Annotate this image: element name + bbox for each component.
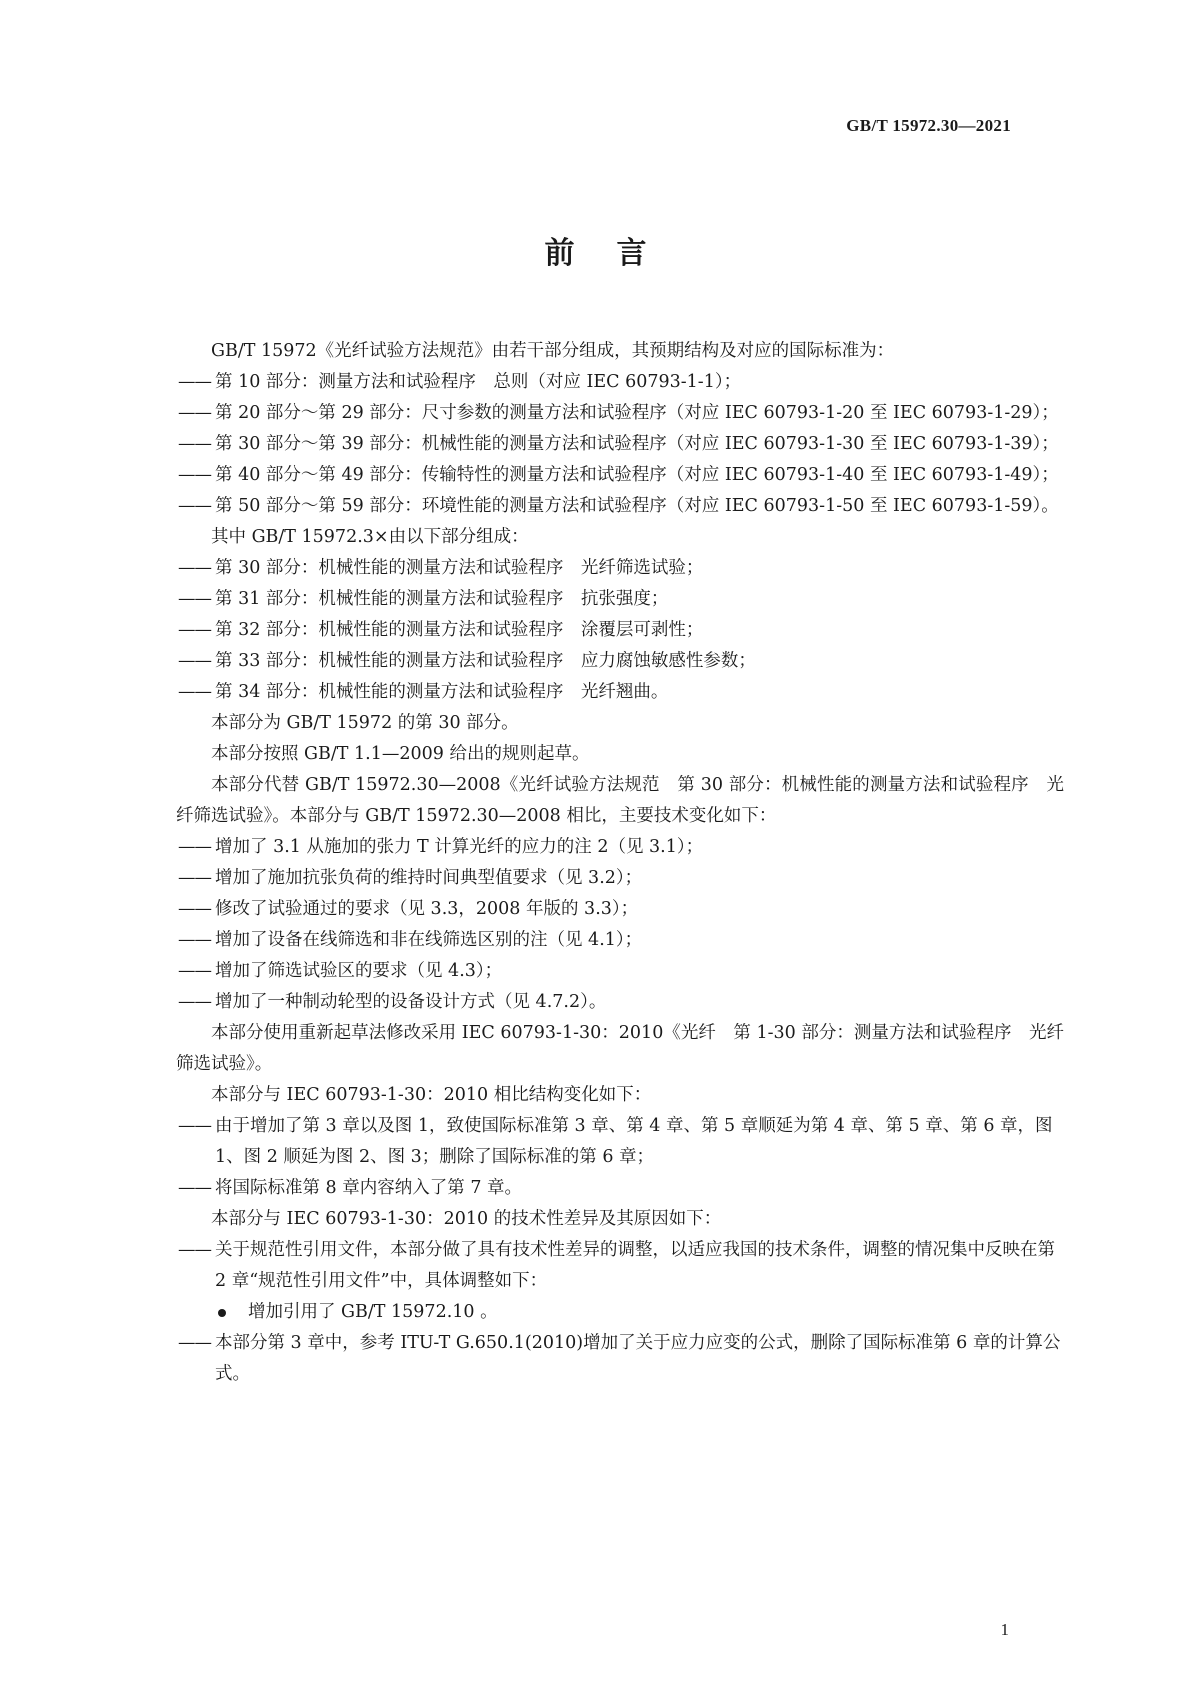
dash-marker: —— — [178, 372, 211, 392]
dash-list-item — [176, 553, 1064, 584]
dash-item-text: 第 31 部分：机械性能的测量方法和试验程序 抗张强度； — [215, 589, 669, 609]
dash-item-text: 第 50 部分～第 59 部分：环境性能的测量方法和试验程序（对应 IEC 60793-1-50 至 IEC 60793-1-59）。 — [215, 496, 1059, 516]
dash-list-item — [176, 677, 1064, 708]
dash-item-text: 第 32 部分：机械性能的测量方法和试验程序 涂覆层可剥性； — [215, 620, 704, 640]
dash-marker: —— — [178, 620, 211, 640]
dash-list-item — [176, 367, 1064, 398]
dash-item-text: 增加了施加抗张负荷的维持时间典型值要求（见 3.2）； — [215, 868, 643, 888]
paragraph: 本部分按照 GB/T 1.1—2009 给出的规则起草。 — [211, 744, 590, 764]
page-title: 前言 — [544, 236, 689, 271]
dash-marker: —— — [178, 961, 211, 981]
standard-code: GB/T 15972.30—2021 — [846, 116, 1011, 135]
dash-marker: —— — [178, 1240, 211, 1260]
dash-marker: —— — [178, 992, 211, 1012]
dash-item-text: 第 30 部分～第 39 部分：机械性能的测量方法和试验程序（对应 IEC 60793-1-30 至 IEC 60793-1-39）； — [215, 434, 1059, 454]
dash-item-text: 第 10 部分：测量方法和试验程序 总则（对应 IEC 60793-1-1）； — [215, 372, 742, 392]
bullet-item-text: 增加引用了 GB/T 15972.10 。 — [248, 1302, 498, 1322]
paragraph: GB/T 15972《光纤试验方法规范》由若干部分组成，其预期结构及对应的国际标准为： — [211, 341, 895, 361]
dash-item-text: 第 34 部分：机械性能的测量方法和试验程序 光纤翘曲。 — [215, 682, 669, 702]
dash-list-item — [176, 584, 1064, 615]
bullet-dot-icon — [218, 1309, 226, 1317]
dash-item-text: 第 30 部分：机械性能的测量方法和试验程序 光纤筛选试验； — [215, 558, 704, 578]
dash-marker: —— — [178, 837, 211, 857]
dash-item-text: 将国际标准第 8 章内容纳入了第 7 章。 — [215, 1178, 523, 1198]
dash-list-item — [176, 956, 1064, 987]
dash-list-item — [176, 894, 1064, 925]
dash-list-item — [176, 398, 1064, 429]
dash-item-text: 增加了一种制动轮型的设备设计方式（见 4.7.2）。 — [215, 992, 607, 1012]
paragraph: 本部分与 IEC 60793-1-30：2010 相比结构变化如下： — [211, 1085, 652, 1105]
dash-list-item — [176, 460, 1064, 491]
dash-marker: —— — [178, 1333, 211, 1353]
dash-list-item — [176, 429, 1064, 460]
dash-marker: —— — [178, 682, 211, 702]
dash-item-text: 修改了试验通过的要求（见 3.3，2008 年版的 3.3）； — [215, 899, 639, 919]
dash-item-text: 增加了设备在线筛选和非在线筛选区别的注（见 4.1）； — [215, 930, 643, 950]
dash-marker: —— — [178, 403, 211, 423]
dash-item-text: 第 33 部分：机械性能的测量方法和试验程序 应力腐蚀敏感性参数； — [215, 651, 756, 671]
dash-marker: —— — [178, 1178, 211, 1198]
dash-marker: —— — [178, 1116, 211, 1136]
dash-item-text: 关于规范性引用文件，本部分做了具有技术性差异的调整，以适应我国的技术条件，调整的情况集中反映在第 2 章“规范性引用文件”中，具体调整如下： — [215, 1240, 1055, 1291]
dash-list-item — [176, 832, 1064, 863]
dash-marker: —— — [178, 496, 211, 516]
dash-marker: —— — [178, 558, 211, 578]
dash-item-text: 增加了 3.1 从施加的张力 T 计算光纤的应力的注 2（见 3.1）； — [215, 837, 704, 857]
paragraph: 本部分代替 GB/T 15972.30—2008《光纤试验方法规范 第 30 部分：机械性能的测量方法和试验程序 光纤筛选试验》。本部分与 GB/T 15972.30—2008 相比，主要技术变化如下： — [176, 775, 1064, 826]
foreword-body — [176, 336, 1064, 1390]
dash-list-item — [176, 1173, 1064, 1204]
dash-list-item — [176, 925, 1064, 956]
paragraph: 其中 GB/T 15972.3×由以下部分组成： — [211, 527, 529, 547]
paragraph: 本部分使用重新起草法修改采用 IEC 60793-1-30：2010《光纤 第 1-30 部分：测量方法和试验程序 光纤筛选试验》。 — [176, 1023, 1064, 1074]
dash-list-item — [176, 646, 1064, 677]
dash-item-text: 第 20 部分～第 29 部分：尺寸参数的测量方法和试验程序（对应 IEC 60793-1-20 至 IEC 60793-1-29）； — [215, 403, 1059, 423]
dash-marker: —— — [178, 589, 211, 609]
dash-item-text: 增加了筛选试验区的要求（见 4.3）； — [215, 961, 503, 981]
dash-item-text: 本部分第 3 章中，参考 ITU-T G.650.1(2010)增加了关于应力应变的公式，删除了国际标准第 6 章的计算公式。 — [215, 1333, 1061, 1384]
dash-list-item — [176, 863, 1064, 894]
dash-item-text: 第 40 部分～第 49 部分：传输特性的测量方法和试验程序（对应 IEC 60793-1-40 至 IEC 60793-1-49）； — [215, 465, 1059, 485]
dash-item-text: 由于增加了第 3 章以及图 1，致使国际标准第 3 章、第 4 章、第 5 章顺延为第 4 章、第 5 章、第 6 章，图 1、图 2 顺延为图 2、图 3；删除了国际标准的第 6 章； — [215, 1116, 1053, 1167]
dash-marker: —— — [178, 434, 211, 454]
dash-list-item — [176, 987, 1064, 1018]
paragraph: 本部分为 GB/T 15972 的第 30 部分。 — [211, 713, 519, 733]
dash-marker: —— — [178, 899, 211, 919]
page-number: 1 — [1000, 1620, 1009, 1639]
dash-marker: —— — [178, 465, 211, 485]
dash-marker: —— — [178, 651, 211, 671]
dash-marker: —— — [178, 868, 211, 888]
dash-list-item — [176, 1111, 1064, 1173]
dash-list-item — [176, 615, 1064, 646]
dash-list-item — [176, 1328, 1064, 1390]
bullet-list-item — [176, 1297, 1064, 1328]
dash-marker: —— — [178, 930, 211, 950]
dash-list-item — [176, 1235, 1064, 1297]
dash-list-item — [176, 491, 1064, 522]
paragraph: 本部分与 IEC 60793-1-30：2010 的技术性差异及其原因如下： — [211, 1209, 722, 1229]
